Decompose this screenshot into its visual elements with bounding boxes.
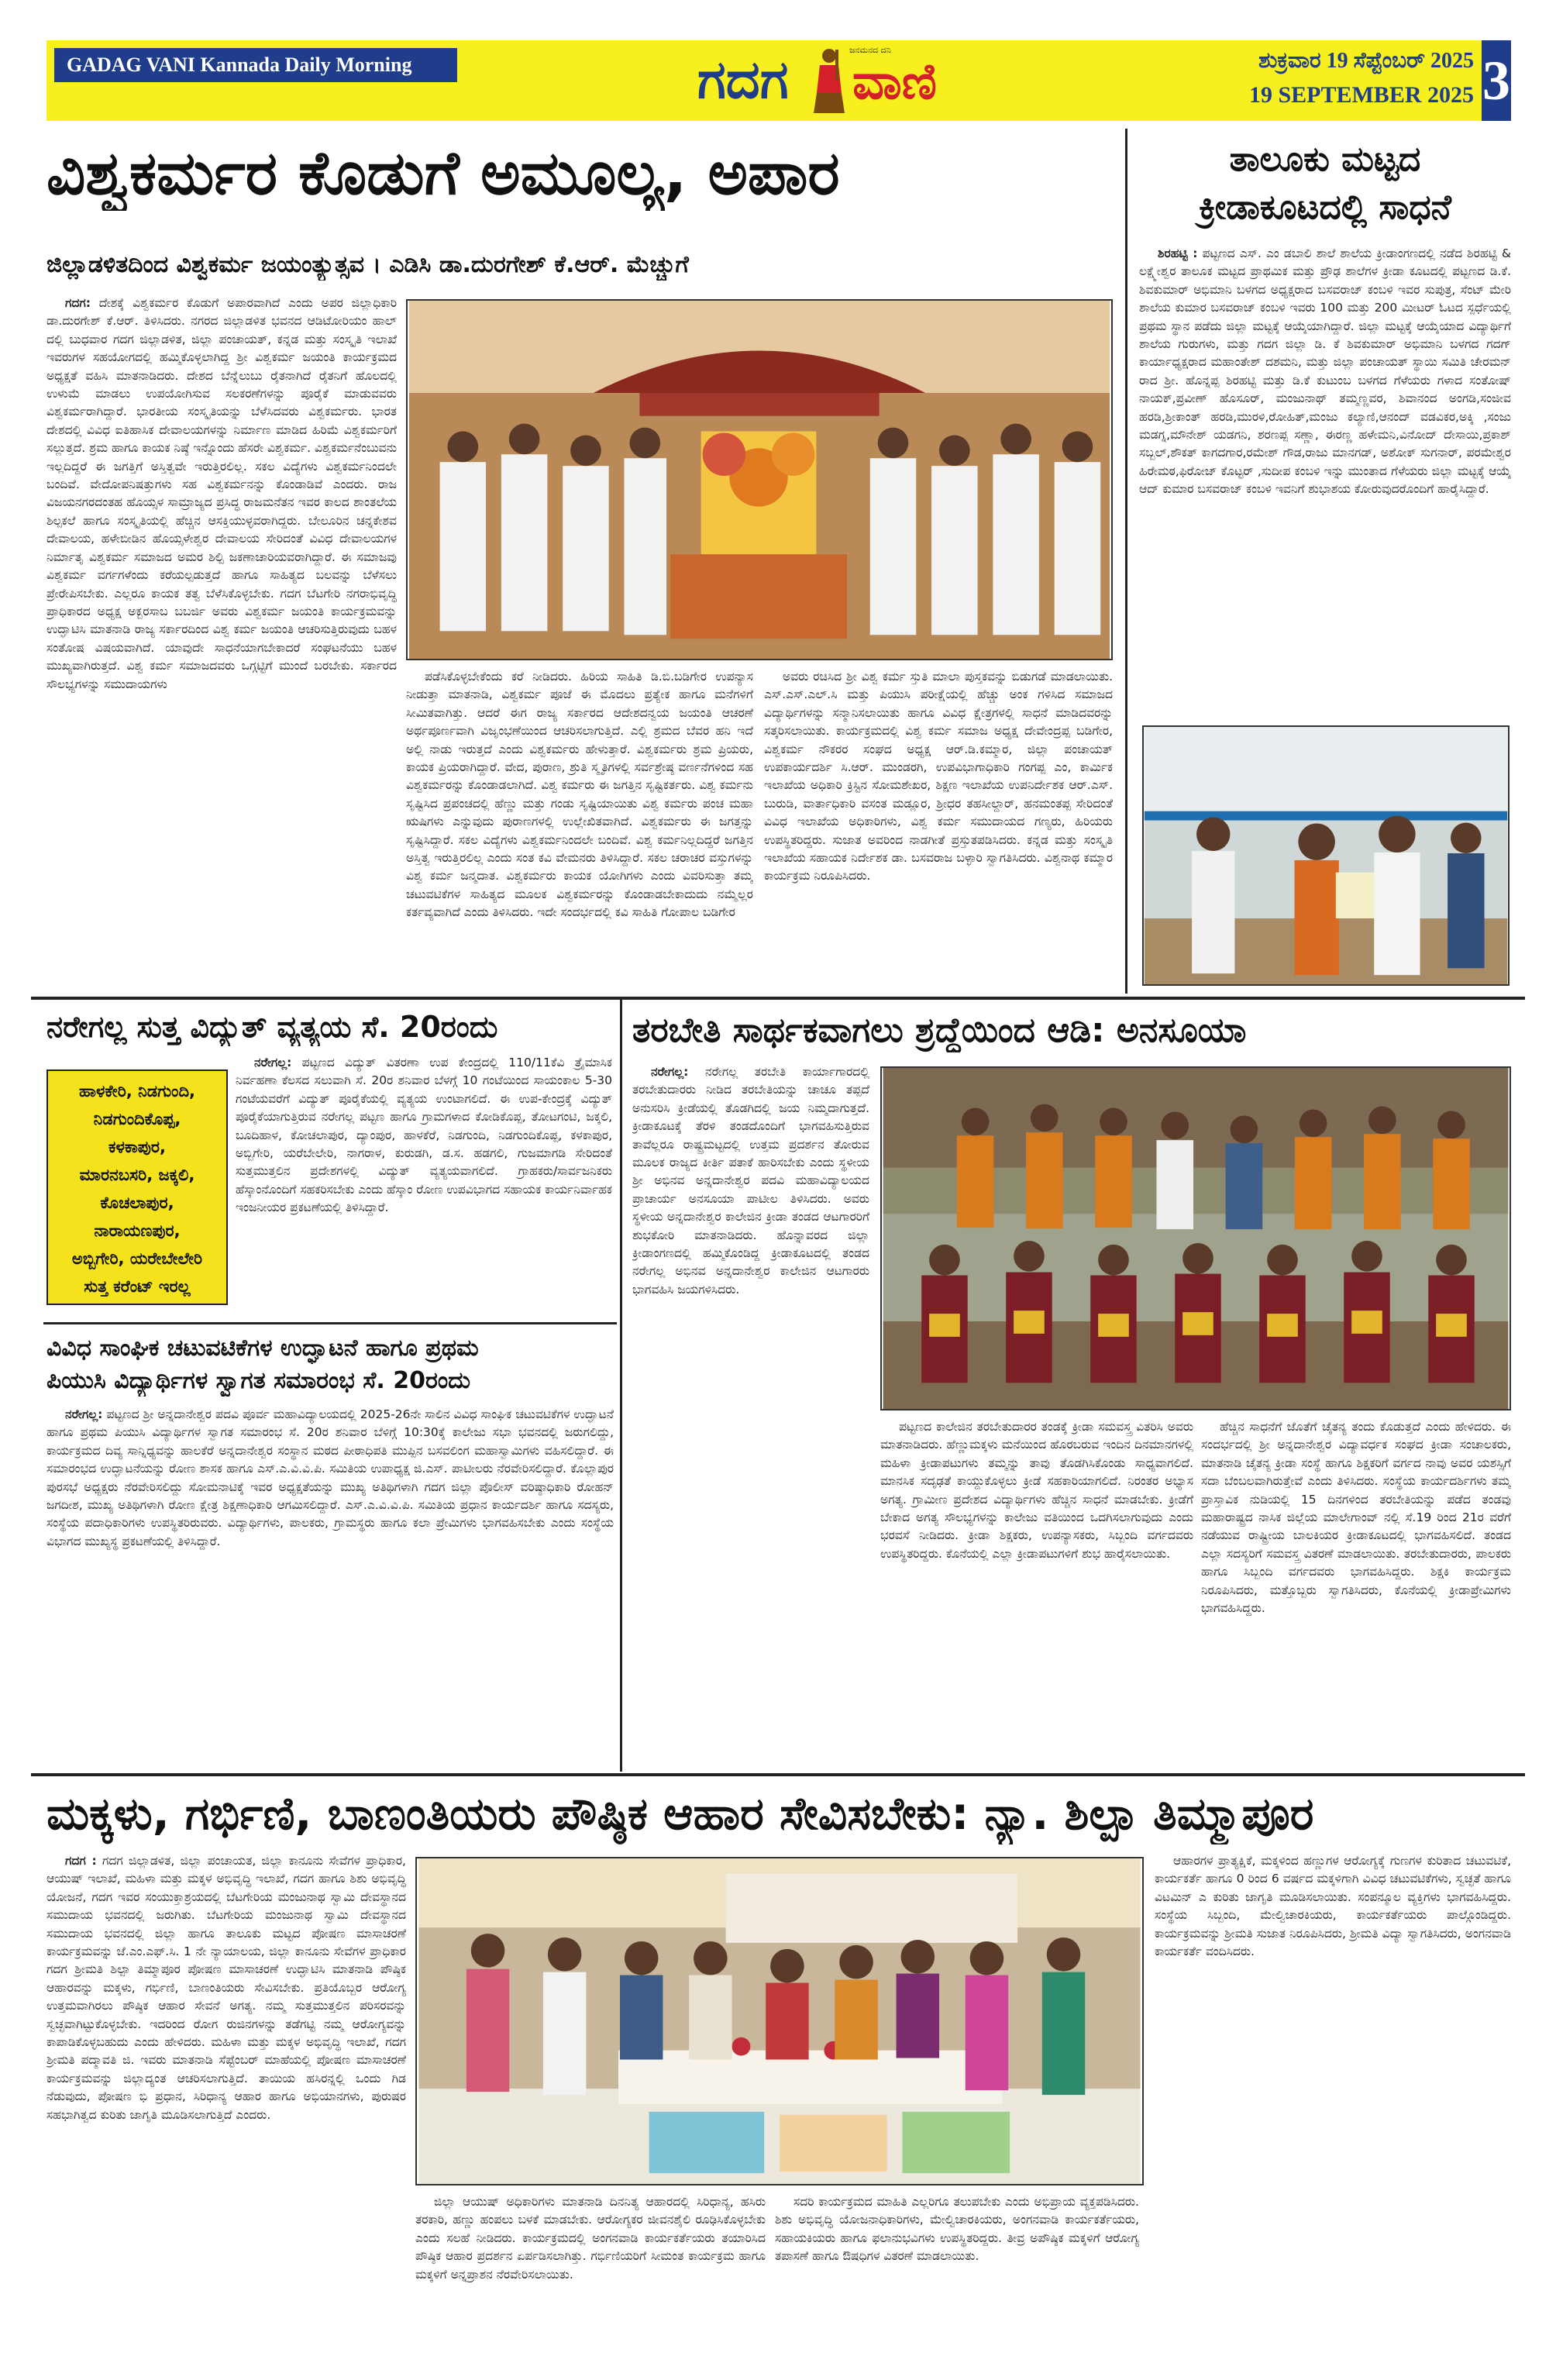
story4-column bbox=[46, 1406, 614, 1765]
story3-box-line: ಕಳಕಾಪುರ, bbox=[108, 1138, 166, 1156]
masthead-edition-label: GADAG VANI Kannada Daily Morning bbox=[54, 48, 457, 82]
story1-text-3: ಅವರು ರಚಿಸಿದ ಶ್ರೀ ವಿಶ್ವ ಕರ್ಮ ಸ್ತುತಿ ಮಾಲಾ ಪುಸ್ತಕವನ್ನು ಬಿಡುಗಡೆ ಮಾಡಲಾಯಿತು. ಎಸ್.ಎಸ್.ಎಲ್.ಸಿ ಮತ್ತು ಪಿಯುಸಿ ಪರೀಕ್ಷೆಯಲ್ಲಿ ಹೆಚ್ಚು ಅಂಕ ಗಳಿಸಿದ ಸಮಾಜದ ವಿದ್ಯಾರ್ಥಿಗಳನ್ನು ಸನ್ಮಾನಿಸಲಾಯಿತು ಹಾಗೂ ವಿವಿಧ ಕ್ಷೇತ್ರಗಳಲ್ಲಿ ಸಾಧನೆ ಮಾಡಿದವರನ್ನು ಸತ್ಕರಿಸಲಾಯಿತು. ಕಾರ್ಯಕ್ರಮದಲ್ಲಿ ವಿಶ್ವ ಕರ್ಮ ಸಮಾಜ ಅಧ್ಯಕ್ಷ ದೇವೇಂದ್ರಪ್ಪ ಬಡಿಗೇರ, ವಿಶ್ವಕರ್ಮ ನೌಕರರ ಸಂಘದ ಅಧ್ಯಕ್ಷ ಆರ್.ಡಿ.ಕಮ್ಮಾರ, ಜಿಲ್ಲಾ ಪಂಚಾಯತ್ ಉಪಕಾರ್ಯದರ್ಶಿ ಸಿ.ಆರ್. ಮುಂಡರಗಿ, ಉಪವಿಭಾಗಾಧಿಕಾರಿ ಗಂಗಪ್ಪ ಎಂ, ಕಾರ್ಮಿಕ ಇಲಾಖೆಯ ಅಧಿಕಾರಿ ಕ್ರಿಸ್ಟಿನ ಸೋಮಶೇಖರ, ಶಿಕ್ಷಣ ಇಲಾಖೆಯ ಉಪನಿರ್ದೇಶಕ ಆರ್.ಎಸ್. ಬುರುಡಿ, ವಾರ್ತಾಧಿಕಾರಿ ವಸಂತ ಮಡ್ಲೂರ, ಶ್ರೀಧರ ತಹಸೀಲ್ದಾರ್, ಹನಮಂತಪ್ಪ ಸೇರಿದಂತೆ ವಿವಿಧ ಇಲಾಖೆಯ ಅಧಿಕಾರಿಗಳು, ವಿಶ್ವ ಕರ್ಮ ಸಮುದಾಯದ ಗಣ್ಯರು, ಹಿರಿಯರು ಉಪಸ್ಥಿತರಿದ್ದರು. ಸುಜಾತ ಅವರಿಂದ ನಾಡಗೀತೆ ಪ್ರಸ್ತುತಪಡಿಸಿದರು. ಕನ್ನಡ ಮತ್ತು ಸಂಸ್ಕೃತಿ ಇಲಾಖೆಯ ಸಹಾಯಕ ನಿರ್ದೇಶಕ ಡಾ. ಬಸವರಾಜ ಬಳ್ಳಾರಿ ಸ್ವಾಗತಿಸಿದರು. ವಿಶ್ವನಾಥ ಕಮ್ಮಾರ ಕಾರ್ಯಕ್ರಮ ನಿರೂಪಿಸಿದರು. bbox=[764, 670, 1113, 883]
story1-subhead: ಜಿಲ್ಲಾಡಳಿತದಿಂದ ವಿಶ್ವಕರ್ಮ ಜಯಂತ್ಯುತ್ಸವ । ಎಡಿಸಿ ಡಾ.ದುರಗೇಶ್ ಕೆ.ಆರ್. ಮೆಚ್ಚುಗೆ bbox=[46, 251, 689, 278]
story1-headline: ವಿಶ್ವಕರ್ಮರ ಕೊಡುಗೆ ಅಮೂಲ್ಯ, ಅಪಾರ bbox=[46, 139, 840, 208]
story6-photo-graphic bbox=[417, 1858, 1142, 2184]
story3-box-line: ನಿಡಗುಂದಿಕೊಪ್ಪ, bbox=[93, 1110, 181, 1128]
story5-column-3 bbox=[1201, 1418, 1511, 1765]
story6-column-1 bbox=[46, 1852, 406, 2367]
story3-box-line: ನಾರಾಯಣಪುರ, bbox=[94, 1221, 181, 1240]
story5-photo-graphic bbox=[882, 1068, 1510, 1409]
story4-headline-line2: ಪಿಯುಸಿ ವಿದ್ಯಾರ್ಥಿಗಳ ಸ್ವಾಗತ ಸಮಾರಂಭ ಸೆ. 20ರಂದು bbox=[46, 1367, 471, 1394]
story5-text-2: ಪಟ್ಟಣದ ಕಾಲೇಜಿನ ತರಬೇತುದಾರರ ತಂಡಕ್ಕೆ ಕ್ರೀಡಾ ಸಮವಸ್ತ್ರ ವಿತರಿಸಿ ಅವರು ಮಾತನಾಡಿದರು. ಹೆಣ್ಣುಮಕ್ಕಳು ಮನೆಯಿಂದ ಹೊರಬರುವ ಇಂದಿನ ದಿನಮಾನಗಳಲ್ಲಿ ಮಹಿಳಾ ಕ್ರೀಡಾಪಟುಗಳು ತಮ್ಮನ್ನು ತಾವು ತೊಡಗಿಸಿಕೊಂಡು ಸಾಧ್ಯವಾಗಲಿದೆ. ಮಾನಸಿಕ ಸದೃಢತೆ ಕಾಯ್ದುಕೊಳ್ಳಲು ಕ್ರೀಡೆ ಸಹಕಾರಿಯಾಗಲಿದೆ. ನಿರಂತರ ಅಭ್ಯಾಸ ಅಗತ್ಯ. ಗ್ರಾಮೀಣ ಪ್ರದೇಶದ ವಿದ್ಯಾರ್ಥಿಗಳು ಹೆಚ್ಚಿನ ಸಾಧನೆ ಮಾಡಬೇಕು. ಕ್ರೀಡೆಗೆ ಬೇಕಾದ ಅಗತ್ಯ ಸೌಲಭ್ಯಗಳನ್ನು ಕಾಲೇಜು ವತಿಯಿಂದ ಒದಗಿಸಲಾಗುವುದು ಎಂದು ಭರವಸೆ ನೀಡಿದರು. ಕ್ರೀಡಾ ಶಿಕ್ಷಕರು, ಉಪನ್ಯಾಸಕರು, ಸಿಬ್ಬಂದಿ ವರ್ಗದವರು ಉಪಸ್ಥಿತರಿದ್ದರು. ಕೊನೆಯಲ್ಲಿ ಎಲ್ಲಾ ಕ್ರೀಡಾಪಟುಗಳಿಗೆ ಶುಭ ಹಾರೈಸಲಾಯಿತು. bbox=[880, 1420, 1193, 1561]
story3-dateline: ನರೇಗಲ್ಲ: bbox=[254, 1056, 292, 1069]
story5-column-2 bbox=[880, 1418, 1193, 1765]
story2-photo bbox=[1142, 725, 1510, 986]
story6-column-3 bbox=[775, 2193, 1139, 2367]
issue-date-kannada: ಶುಕ್ರವಾರ 19 ಸೆಪ್ಟೆಂಬರ್ 2025 bbox=[1258, 49, 1474, 73]
story3-box-line: ಅಬ್ಬಿಗೇರಿ, ಯರೇಬೇಲೇರಿ bbox=[71, 1249, 203, 1268]
story1-text-1: ದೇಶಕ್ಕೆ ವಿಶ್ವಕರ್ಮರ ಕೊಡುಗೆ ಅಪಾರವಾಗಿದೆ ಎಂದು ಅಪರ ಜಿಲ್ಲಾಧಿಕಾರಿ ಡಾ.ದುರಗೇಶ್ ಕೆ.ಆರ್. ತಿಳಿಸಿದರು. ನಗರದ ಜಿಲ್ಲಾಡಳಿತ ಭವನದ ಆಡಿಟೋರಿಯಂ ಹಾಲ್ ದಲ್ಲಿ ಬುಧವಾರ ಗದಗ ಜಿಲ್ಲಾಡಳಿತ, ಜಿಲ್ಲಾ ಪಂಚಾಯತ್, ಕನ್ನಡ ಮತ್ತು ಸಂಸ್ಕೃತಿ ಇಲಾಖೆ ಇವರುಗಳ ಸಹಯೋಗದಲ್ಲಿ ಹಮ್ಮಿಕೊಳ್ಳಲಾಗಿದ್ದ ಶ್ರೀ ವಿಶ್ವಕರ್ಮ ಜಯಂತಿ ಕಾರ್ಯಕ್ರಮದ ಅಧ್ಯಕ್ಷತೆ ವಹಿಸಿ ಮಾತನಾಡಿದರು. ದೇಶದ ಬೆನ್ನೆಲುಬು ರೈತನಾಗಿದೆ ರೈತನಿಗೆ ಹೊಲದಲ್ಲಿ ಉಳುಮೆ ಮಾಡಲು ಉಪಯೋಗಿಸುವ ಸಲಕರಣೆಗಳನ್ನು ಪೂರೈಕೆ ಮಾಡುವವರು ವಿಶ್ವಕರ್ಮರಾಗಿದ್ದಾರೆ. ಭಾರತೀಯ ಸಂಸ್ಕೃತಿಯನ್ನು ಬೆಳೆಸಿದವರು ವಿಶ್ವಕರ್ಮರು. ಭಾರತ ದೇಶದಲ್ಲಿ ವಿವಿಧ ಐತಿಹಾಸಿಕ ದೇವಾಲಯಗಳನ್ನು ನಿರ್ಮಾಣ ಮಾಡಿದ ಹಿರಿಮೆ ವಿಶ್ವಕರ್ಮರಿಗೆ ಸಲ್ಲುತ್ತದೆ. ಶ್ರಮ ಹಾಗೂ ಕಾಯಕ ನಿಷ್ಠೆ ಇನ್ನೊಂದು ಹೆಸರೇ ವಿಶ್ವಕರ್ಮ. ವಿಶ್ವಕರ್ಮನೆಂಬುವನು ಇಲ್ಲದಿದ್ದರೆ ಈ ಜಗತ್ತಿಗೆ ಅಸ್ತಿತ್ವವೇ ಇರುತ್ತಿರಲಿಲ್ಲ. ಸಕಲ ವಿದ್ಯೆಗಳು ವಿಶ್ವಕರ್ಮನಿಂದಲೇ ಬಂದಿವೆ. ವೇದೋಪನಿಷತ್ತುಗಳು ಸಹ ವಿಶ್ವಕರ್ಮನನ್ನು ಕೊಂಡಾಡಿವೆ ಎಂದರು. ರಾಜ ವಿಜಯನಗರದಂತಹ ಹೊಯ್ಸಳ ಸಾಮ್ರಾಜ್ಯದ ಪ್ರಸಿದ್ಧ ರಾಜಮನೆತನ ಇವರ ಕಾಲದ ಶಾಂತಲೆಯ ಶಿಲ್ಪಕಲೆ ಹಾಗೂ ಸಂಸ್ಕೃತಿಯಲ್ಲಿ ಹೆಚ್ಚಿನ ಆಸಕ್ತಿಯುಳ್ಳವರಾಗಿದ್ದರು. ಬೇಲೂರಿನ ಚನ್ನಕೇಶವ ದೇವಾಲಯ, ಹಳೇಬೀಡಿನ ಹೊಯ್ಸಳೇಶ್ವರ ದೇವಾಲಯ ಸೇರಿದಂತೆ ವಿವಿಧ ದೇವಾಲಯಗಳ ನಿರ್ಮಾತೃ ವಿಶ್ವಕರ್ಮ ಸಮಾಜದ ಅಮರ ಶಿಲ್ಪಿ ಜಕಣಾಚಾರಿಯವರಾಗಿದ್ದಾರೆ. ಈ ಸಮಾಜವು ವಿಶ್ವಕರ್ಮ ವರ್ಗಗಳೆಂದು ಕರೆಯಲ್ಪಡುತ್ತದೆ ಹಾಗೂ ಸಾಹಿತ್ಯದ ಬಲವನ್ನು ಬೆಳೆಸಲು ಪ್ರೇರೇಪಿಸಬೇಕು. ಎಲ್ಲರೂ ಕಾಯಕ ತತ್ವ ಬೆಳೆಸಿಕೊಳ್ಳಬೇಕು. ಗದಗ ಬೆಟಗೇರಿ ನಗರಾಭಿವೃದ್ಧಿ ಪ್ರಾಧಿಕಾರದ ಅಧ್ಯಕ್ಷ ಅಕ್ಬರಸಾಬ ಬಬರ್ಜಿ ಅವರು ವಿಶ್ವಕರ್ಮ ಜಯಂತಿ ಕಾರ್ಯಕ್ರಮವನ್ನು ಉದ್ಘಾಟಿಸಿ ಮಾತನಾಡಿ ರಾಜ್ಯ ಸರ್ಕಾರದಿಂದ ವಿಶ್ವ ಕರ್ಮ ಜಯಂತಿ ಆಚರಿಸುತ್ತಿರುವುದು ಬಹಳ ಸಂತೋಷ ವಿಷಯವಾಗಿದೆ. ಯಾವುದೇ ಸಾಧನೆಯಾಗಬೇಕಾದರೆ ಸಂಘಟನೆಯು ಬಹಳ ಮುಖ್ಯವಾಗಿರುತ್ತದೆ. ವಿಶ್ವ ಕರ್ಮ ಸಮಾಜದವರು ಒಗ್ಗಟ್ಟಿಗೆ ಮುಂದೆ ಬರಬೇಕು. ಸರ್ಕಾರದ ಸೌಲಭ್ಯಗಳನ್ನು ಸಮುದಾಯಗಳು bbox=[46, 296, 397, 691]
story3-box-line: ಮಾರನಬಸರಿ, ಜಕ್ಕಲಿ, bbox=[79, 1166, 195, 1184]
story5-text-3: ಹೆಚ್ಚಿನ ಸಾಧನೆಗೆ ಜೊತೆಗೆ ಚೈತನ್ಯ ತಂದು ಕೊಡುತ್ತದೆ ಎಂದು ಹೇಳಿದರು. ಈ ಸಂದರ್ಭದಲ್ಲಿ ಶ್ರೀ ಅನ್ನದಾನೇಶ್ವರ ವಿದ್ಯಾವರ್ಧಕ ಸಂಘದ ಕ್ರೀಡಾ ಸಂಚಾಲಕರು, ಮಾತನಾಡಿ ಚೈತನ್ಯ ಕ್ರೀಡಾ ಸಂಸ್ಥೆ ಹಾಗೂ ಶಿಕ್ಷಕರಿಗೆ ವರ್ಗದ ನಾವು ಅವರ ಯಶಸ್ಸಿಗೆ ಸದಾ ಬೆಂಬಲವಾಗಿರುತ್ತೇವೆ ಎಂದು ತಿಳಿಸಿದರು. ಸಂಸ್ಥೆಯ ಕಾರ್ಯದರ್ಶಿಗಳು ತಮ್ಮ ಪ್ರಾಸ್ತಾವಿಕ ನುಡಿಯಲ್ಲಿ 15 ದಿನಗಳಿಂದ ತರಬೇತಿಯನ್ನು ಪಡೆದ ತಂಡವು ಮಹಾರಾಷ್ಟ್ರದ ನಾಸಿಕ ಜಿಲ್ಲೆಯ ಮಾಲೇಗಾಂವ್ ನಲ್ಲಿ ಸೆ.19 ರಿಂದ 21ರ ವರೆಗೆ ನಡೆಯುವ ರಾಷ್ಟ್ರೀಯ ಬಾಲಕಿಯರ ಕ್ರೀಡಾಕೂಟದಲ್ಲಿ ಭಾಗವಹಿಸಲಿದೆ. ತಂಡದ ಎಲ್ಲಾ ಸದಸ್ಯರಿಗೆ ಸಮವಸ್ತ್ರ ವಿತರಣೆ ಮಾಡಲಾಯಿತು. ತರಬೇತುದಾರರು, ಪಾಲಕರು ಹಾಗೂ ಸಿಬ್ಬಂದಿ ವರ್ಗದವರು ಭಾಗವಹಿಸಿದ್ದರು. ಶಿಕ್ಷಕಿ ಕಾರ್ಯಕ್ರಮ ನಿರೂಪಿಸಿದರು, ಮತ್ತೊಬ್ಬರು ಸ್ವಾಗತಿಸಿದರು, ಕೊನೆಯಲ್ಲಿ ಕ್ರೀಡಾಪ್ರೇಮಿಗಳು ಭಾಗವಹಿಸಿದ್ದರು. bbox=[1201, 1420, 1511, 1616]
story2-column bbox=[1139, 245, 1511, 721]
story2-dateline: ಶಿರಹಟ್ಟಿ : bbox=[1158, 246, 1198, 260]
story6-column-2 bbox=[415, 2193, 766, 2367]
story6-text-3: ಸದರಿ ಕಾರ್ಯಕ್ರಮದ ಮಾಹಿತಿ ಎಲ್ಲರಿಗೂ ತಲುಪಬೇಕು ಎಂದು ಅಭಿಪ್ರಾಯ ವ್ಯಕ್ತಪಡಿಸಿದರು. ಶಿಶು ಅಭಿವೃದ್ಧಿ ಯೋಜನಾಧಿಕಾರಿಗಳು, ಮೇಲ್ವಿಚಾರಕಿಯರು, ಅಂಗನವಾಡಿ ಕಾರ್ಯಕರ್ತೆಯರು, ಸಹಾಯಕಿಯರು ಹಾಗೂ ಫಲಾನುಭವಿಗಳು ಉಪಸ್ಥಿತರಿದ್ದರು. ತೀವ್ರ ಅಪೌಷ್ಠಿಕ ಮಕ್ಕಳಿಗೆ ಆರೋಗ್ಯ ತಪಾಸಣೆ ಹಾಗೂ ಔಷಧಿಗಳ ವಿತರಣೆ ಮಾಡಲಾಯಿತು. bbox=[775, 2195, 1139, 2264]
story3-headline: ನರೇಗಲ್ಲ ಸುತ್ತ ವಿದ್ಯುತ್ ವ್ಯತ್ಯಯ ಸೆ. 20ರಂದು bbox=[46, 1010, 498, 1044]
story5-column-1 bbox=[632, 1063, 869, 1765]
story5-photo bbox=[880, 1066, 1511, 1410]
statue-icon bbox=[806, 45, 852, 115]
story1-text-2: ಪಡೆಸಿಕೊಳ್ಳಬೇಕೆಂದು ಕರೆ ನೀಡಿದರು. ಹಿರಿಯ ಸಾಹಿತಿ ಡಿ.ಬಿ.ಬಡಿಗೇರ ಉಪನ್ಯಾಸ ನೀಡುತ್ತಾ ಮಾತನಾಡಿ, ವಿಶ್ವಕರ್ಮ ಪೂಜೆ ಈ ಮೊದಲು ಪ್ರತ್ಯೇಕ ಹಾಗೂ ಮನೆಗಳಿಗೆ ಸೀಮಿತವಾಗಿತ್ತು. ಆದರೆ ಈಗ ರಾಜ್ಯ ಸರ್ಕಾರದ ಆದೇಶದನ್ವಯ ಜಯಂತಿ ಆಚರಣೆ ಅರ್ಥಪೂರ್ಣವಾಗಿ ವಿಜೃಂಭಣೆಯಿಂದ ಆಚರಿಸಲಾಗುತ್ತಿದೆ. ಎಲ್ಲಿ ಶ್ರಮದ ಬೆವರ ಹನಿ ಇದೆ ಅಲ್ಲಿ ನಾಡು ಇರುತ್ತದೆ ಎಂದು ವಿಶ್ವಕರ್ಮರು ಹೇಳುತ್ತಾರೆ. ವಿಶ್ವಕರ್ಮರು ಶ್ರಮ ಪ್ರಿಯರು, ಕಾಯಕ ಪ್ರಿಯರಾಗಿದ್ದಾರೆ. ವೇದ, ಪುರಾಣ, ಶ್ರುತಿ ಸ್ಮೃತಿಗಳಲ್ಲಿ ಸರ್ವಶ್ರೇಷ್ಠ ವರ್ಣನೆಗಳಿಂದ ಸಹ ವಿಶ್ವಕರ್ಮರನ್ನು ಕೊಂಡಾಡಲಾಗಿದೆ. ವಿಶ್ವ ಕರ್ಮರು ಈ ಜಗತ್ತಿನ ಸೃಷ್ಟಿಕರ್ತರು. ವಿಶ್ವ ಕರ್ಮನು ಸೃಷ್ಟಿಸಿದ ಪ್ರಪಂಚದಲ್ಲಿ ಹೆಣ್ಣು ಮತ್ತು ಗಂಡು ಸೃಷ್ಟಿಯಾಯಿತು ವಿಶ್ವ ಕರ್ಮರು ಪಂಚ ಮಹಾ ಋಷಿಗಳು ಎನ್ನುವುದು ಪುರಾಣಗಳಲ್ಲಿ ಉಲ್ಲೇಖಿತವಾಗಿದೆ. ವಿಶ್ವಕರ್ಮರು ಈ ಜಗತ್ತನ್ನು ಸೃಷ್ಟಿಸಿದ್ದಾರೆ. ಸಕಲ ವಿದ್ಯೆಗಳು ವಿಶ್ವಕರ್ಮನಿಂದಲೇ ಬಂದಿವೆ. ವಿಶ್ವ ಕರ್ಮನಿಲ್ಲದಿದ್ದರೆ ಜಗತ್ತಿನ ಅಸ್ತಿತ್ವ ಇರುತ್ತಿರಲಿಲ್ಲ ಎಂದು ಸಂತ ಕವಿ ವೇಮನರು ತಿಳಿಸಿದ್ದಾರೆ. ಸಕಲ ಚರಾಚರ ವಸ್ತುಗಳನ್ನು ವಿಶ್ವ ಕರ್ಮ ಜನ್ಮದಾತ. ವಿಶ್ವಕರ್ಮರು ಕಾಯಕ ಯೋಗಿಗಳು ಎಂದು ವಿವರಿಸುತ್ತಾ ತಮ್ಮ ಚಟುವಟಿಕೆಗಳ ಸಾಹಿತ್ಯದ ಮೂಲಕ ವಿಶ್ವಕರ್ಮರನ್ನು ಕೊಂಡಾಡಬೇಕಾದುದು ನಮ್ಮೆಲ್ಲರ ಕರ್ತವ್ಯವಾಗಿದೆ ಎಂದು ತಿಳಿಸಿದರು. ಇದೇ ಸಂದರ್ಭದಲ್ಲಿ ಕವಿ ಸಾಹಿತಿ ಗೋಪಾಲ ಬಡಿಗೇರ bbox=[406, 670, 753, 920]
story6-photo bbox=[415, 1857, 1144, 2185]
logo-text-vani: ವಾಣಿ bbox=[852, 53, 937, 111]
story6-text-2: ಜಿಲ್ಲಾ ಆಯುಷ್ ಅಧಿಕಾರಿಗಳು ಮಾತನಾಡಿ ದಿನನಿತ್ಯ ಆಹಾರದಲ್ಲಿ ಸಿರಿಧಾನ್ಯ, ಹಸಿರು ತರಕಾರಿ, ಹಣ್ಣು ಹಂಪಲು ಬಳಕೆ ಮಾಡಬೇಕು. ಆರೋಗ್ಯಕರ ಜೀವನಶೈಲಿ ರೂಢಿಸಿಕೊಳ್ಳಬೇಕು ಎಂದು ಸಲಹೆ ನೀಡಿದರು. ಕಾರ್ಯಕ್ರಮದಲ್ಲಿ ಅಂಗನವಾಡಿ ಕಾರ್ಯಕರ್ತೆಯರು ತಯಾರಿಸಿದ ಪೌಷ್ಠಿಕ ಆಹಾರ ಪ್ರದರ್ಶನ ಏರ್ಪಡಿಸಲಾಗಿತ್ತು. ಗರ್ಭಿಣಿಯರಿಗೆ ಸೀಮಂತ ಕಾರ್ಯಕ್ರಮ ಹಾಗೂ ಮಕ್ಕಳಿಗೆ ಅನ್ನಪ್ರಾಶನ ನೆರವೇರಿಸಲಾಯಿತು. bbox=[415, 2195, 766, 2282]
newspaper-logo bbox=[697, 43, 976, 118]
story1-dateline: ಗದಗ: bbox=[65, 296, 91, 310]
story6-dateline: ಗದಗ : bbox=[65, 1854, 97, 1868]
logo-text-gadag: ಗದಗ bbox=[697, 50, 789, 111]
divider-vertical-mid bbox=[620, 1000, 622, 1772]
story5-dateline: ನರೇಗಲ್ಲ: bbox=[651, 1065, 689, 1079]
story2-text: ಪಟ್ಟಣದ ಎಸ್. ಎಂ ಡಬಾಲಿ ಶಾಲೆ ಶಾಲೆಯ ಕ್ರೀಡಾಂಗಣದಲ್ಲಿ ನಡೆದ ಶಿರಹಟ್ಟಿ & ಲಕ್ಷ್ಮೇಶ್ವರ ತಾಲೂಕ ಮಟ್ಟದ ಪ್ರಾಥಮಿಕ ಮತ್ತು ಪ್ರೌಢ ಶಾಲೆಗಳ ಕ್ರೀಡಾ ಕೂಟದಲ್ಲಿ ಪಟ್ಟಣದ ಡಿ.ಕೆ. ಶಿವಕುಮಾರ್ ಅಭಿಮಾನಿ ಬಳಗದ ಅಧ್ಯಕ್ಷರಾದ ಬಸವರಾಜ್ ಕಂಬಳಿ ಇವರ ಸುಪುತ್ರ, ಸೆಂಟ್ ಮೇರಿ ಶಾಲೆಯ ಕುಮಾರ ಬಸವರಾಜ್ ಕಂಬಳಿ ಇವರು 100 ಮತ್ತು 200 ಮೀಟರ್ ಓಟದ ಸ್ಪರ್ಧೆಯಲ್ಲಿ ಪ್ರಥಮ ಸ್ಥಾನ ಪಡೆದು ಜಿಲ್ಲಾ ಮಟ್ಟಕ್ಕೆ ಆಯ್ಕೆಯಾಗಿದ್ದಾರೆ. ಜಿಲ್ಲಾ ಮಟ್ಟಕ್ಕೆ ಆಯ್ಕೆಯಾದ ವಿದ್ಯಾರ್ಥಿಗೆ ಶಾಲೆಯ ಗುರುಗಳು, ಮತ್ತು ಗದಗ ಜಿಲ್ಲಾ ಡಿ. ಕೆ ಶಿವಕುಮಾರ್ ಅಭಿಮಾನಿ ಬಳಗದ ಗದಗ್ ಕಾರ್ಯಾಧ್ಯಕ್ಷರಾದ ಮಹಾಂತೇಶ್ ದಶಮನಿ, ಮತ್ತು ಜಿಲ್ಲಾ ಪಂಚಾಯತ್ ಸ್ಥಾಯಿ ಸಮಿತಿ ಚೇರಮನ್ ರಾದ ಶ್ರೀ. ಹೊನ್ನಪ್ಪ ಶಿರಹಟ್ಟಿ ಮತ್ತು ಡಿ.ಕೆ ಕುಟುಂಬ ಬಳಗದ ಗೆಳೆಯರು ಗಳಾದ ಸಂತೋಷ್ ನಾಯಕ್,ಪ್ರವೀಣ್ ಹೊಸೂರ್, ಮಂಜುನಾಥ್ ತಮ್ಮಣ್ಣವರ, ಶಿವಾನಂದ ಅಂಗಡಿ,ಸಂಜೀವ ಹರಡಿ,ಶ್ರೀಕಾಂತ್ ಹರಡಿ,ಮುರಳಿ,ರೋಹಿತ್,ಮಂಜು ಕಲ್ಯಾಣಿ,ಆನಂದ್ ವಡವಿಕರ,ಅಕ್ಕಿ ,ಸಂಜು ಮಡಗ್ನ,ಮೌನೇಶ್ ಯಡಗನಿ, ಶರಣಪ್ಪ ಸಣ್ಣಾ, ಈರಣ್ಣ ಹಳೇಮನಿ,ವಿನೋದ್ ದೇಸಾಯಿ,ಪ್ರಕಾಶ್ ಸಬ್ಬಲ್,ಶೌಕತ್ ಕಾಗದಗಾರ,ರಮೇಶ್ ಗೌಡ,ರಾಜು ಮಾನಗಡ್, ಅಶೋಕ್ ಸುಗನಾರ್, ಪರಮೇಶ್ವರ ಹಿರೇಮಠ,ಫಿರೋಜ್ ಕೊಟ್ಟರ್ ,ಸುದೀಪ ಕಂಬಳಿ ಇನ್ನು ಮುಂತಾದ ಗೆಳೆಯರು ಜಿಲ್ಲಾ ಮಟ್ಟಕ್ಕೆ ಆಯ್ಕೆ ಆದ್ ಕುಮಾರ ಬಸವರಾಜ್ ಕಂಬಳಿ ಇವನಿಗೆ ಶುಭಾಶಯ ಕೋರುವುದರೊಂದಿಗೆ ಹಾರೈಸಿದ್ದಾರೆ. bbox=[1139, 246, 1511, 497]
story1-column-3 bbox=[764, 668, 1113, 984]
story2-headline-line2: ಕ್ರೀಡಾಕೂಟದಲ್ಲಿ ಸಾಧನೆ bbox=[1199, 188, 1451, 227]
story6-column-4 bbox=[1155, 1852, 1511, 2367]
story6-text-1: ಗದಗ ಜಿಲ್ಲಾಡಳಿತ, ಜಿಲ್ಲಾ ಪಂಚಾಯತ, ಜಿಲ್ಲಾ ಕಾನೂನು ಸೇವೆಗಳ ಪ್ರಾಧಿಕಾರ, ಆಯುಷ್ ಇಲಾಖೆ, ಮಹಿಳಾ ಮತ್ತು ಮಕ್ಕಳ ಅಭಿವೃದ್ಧಿ ಇಲಾಖೆ, ಗದಗ ಹಾಗೂ ಶಿಶು ಅಭಿವೃದ್ಧಿ ಯೋಜನೆ, ಗದಗ ಇವರ ಸಂಯುಕ್ತಾಶ್ರಯದಲ್ಲಿ ಬೆಟಗೇರಿಯ ಮಂಜುನಾಥ ಸ್ವಾಮಿ ದೇವಸ್ಥಾನದ ಸಮುದಾಯ ಭವನದಲ್ಲಿ ಜರುಗಿತು. ಬೆಟಗೇರಿಯ ಮಂಜುನಾಥ ಸ್ವಾಮಿ ದೇವಸ್ಥಾನದ ಸಮುದಾಯ ಭವನದಲ್ಲಿ ಜಿಲ್ಲಾ ಹಾಗೂ ತಾಲೂಕು ಮಟ್ಟದ ಪೋಷಣ ಮಾಸಾಚರಣೆ ಕಾರ್ಯಕ್ರಮವನ್ನು ಜೆ.ಎಂ.ಎಫ್.ಸಿ. 1 ನೇ ನ್ಯಾಯಾಲಯ, ಜಿಲ್ಲಾ ಕಾನೂನು ಸೇವೆಗಳ ಪ್ರಾಧಿಕಾರ ಗದಗ ಶ್ರೀಮತಿ ಶಿಲ್ಪಾ ತಿಮ್ಮಾಪೂರ ಪೋಷಣ ಮಾಸಾಚರಣೆ ಉದ್ಘಾಟಿಸಿ ಮಾತನಾಡಿ ಪೌಷ್ಠಿಕ ಆಹಾರವನ್ನು ಮಕ್ಕಳು, ಗರ್ಭಿಣಿ, ಬಾಣಂತಿಯರು ಸೇವಿಸಬೇಕು. ಪ್ರತಿಯೊಬ್ಬರ ಆರೋಗ್ಯ ಉತ್ತಮವಾಗಿರಲು ಪೌಷ್ಠಿಕ ಆಹಾರ ಸೇವನೆ ಅಗತ್ಯ. ನಮ್ಮ ಸುತ್ತಮುತ್ತಲಿನ ಪರಿಸರವನ್ನು ಸ್ವಚ್ಛವಾಗಿಟ್ಟುಕೊಳ್ಳಬೇಕು. ಇದರಿಂದ ರೋಗ ರುಜಿನಗಳನ್ನು ತಡೆಗಟ್ಟಿ ನಮ್ಮ ಆರೋಗ್ಯವನ್ನು ಕಾಪಾಡಿಕೊಳ್ಳಬಹುದು ಎಂದು ಹೇಳಿದರು. ಮಹಿಳಾ ಮತ್ತು ಮಕ್ಕಳ ಅಭಿವೃದ್ಧಿ ಇಲಾಖೆ, ಗದಗ ಶ್ರೀಮತಿ ಪದ್ಮಾವತಿ ಜಿ. ಇವರು ಮಾತನಾಡಿ ಸೆಪ್ಟೆಂಬರ್ ಮಾಹೆಯಲ್ಲಿ ಪೋಷಣ ಮಾಸಾಚರಣೆ ಕಾರ್ಯಕ್ರಮವನ್ನು ಜಿಲ್ಲಾದ್ಯಂತ ಆಚರಿಸಲಾಗುತ್ತಿದೆ. ತಾಯಿಯ ಹಸಿರನ್ನಲ್ಲಿ ಒಂದು ಗಿಡ ನೆಡುವುದು, ಪೋಷಣ ಭಿ ಪ್ರಧಾನ, ಸಿರಿಧಾನ್ಯ ಆಹಾರ ಹಾಗೂ ಅಭಿಯಾನಗಳು, ಪುರುಷರ ಸಹಭಾಗಿತ್ವದ ಕುರಿತು ಜಾಗೃತಿ ಮೂಡಿಸಲಾಗುತ್ತಿದೆ ಎಂದರು. bbox=[46, 1854, 406, 2122]
story3-box-line: ಕೊಚಲಾಪುರ, bbox=[100, 1193, 174, 1212]
issue-date-english: 19 SEPTEMBER 2025 bbox=[1248, 82, 1474, 108]
divider-horizontal-2 bbox=[31, 1773, 1525, 1776]
logo-tagline: ಜನಮನದ ದನಿ bbox=[849, 45, 891, 55]
divider-horizontal-left bbox=[43, 1322, 617, 1324]
story5-text-1: ನರೇಗಲ್ಲ ತರಬೇತಿ ಕಾರ್ಯಾಗಾರದಲ್ಲಿ ತರಬೇತುದಾರರು ನೀಡಿದ ತರಬೇತಿಯನ್ನು ಚಾಚೂ ತಪ್ಪದೆ ಅನುಸರಿಸಿ ಕ್ರೀಡೆಯಲ್ಲಿ ತೊಡಗಿದಲ್ಲಿ ಜಯ ನಿಮ್ಮದಾಗುತ್ತದೆ. ಕ್ರೀಡಾಕೂಟಕ್ಕೆ ತೆರಳಿ ತಂಡದೊಂದಿಗೆ ಭಾಗವಹಿಸುತ್ತಿರುವ ತಾವೆಲ್ಲರೂ ರಾಷ್ಟ್ರಮಟ್ಟದಲ್ಲಿ ಉತ್ತಮ ಪ್ರದರ್ಶನ ತೋರುವ ಮೂಲಕ ರಾಜ್ಯದ ಕೀರ್ತಿ ಪತಾಕೆ ಹಾರಿಸಬೇಕು ಎಂದು ಸ್ಥಳೀಯ ಶ್ರೀ ಅಭಿನವ ಅನ್ನದಾನೇಶ್ವರ ಪದವಿ ಮಹಾವಿದ್ಯಾಲಯದ ಪ್ರಾಚಾರ್ಯ ಅನಸೂಯಾ ಪಾಟೀಲ ತಿಳಿಸಿದರು. ಅವರು ಸ್ಥಳೀಯ ಅನ್ನದಾನೇಶ್ವರ ಕಾಲೇಜಿನ ಕ್ರೀಡಾ ತಂಡದ ಆಟಗಾರರಿಗೆ ಶುಭಕೋರಿ ಮಾತನಾಡಿದರು. ಹೊನ್ನಾವರದ ಜಿಲ್ಲಾ ಕ್ರೀಡಾಂಗಣದಲ್ಲಿ ಹಮ್ಮಿಕೊಂಡಿದ್ದ ಕ್ರೀಡಾಕೂಟದಲ್ಲಿ ತಂಡದ ನರೇಗಲ್ಲ ಅಭಿನವ ಅನ್ನದಾನೇಶ್ವರ ಕಾಲೇಜಿನ ಆಟಗಾರರು ಭಾಗವಹಿಸಿ ಜಯಗಳಿಸಿದರು. bbox=[632, 1065, 869, 1297]
story1-photo-graphic bbox=[408, 301, 1111, 659]
story4-text: ಪಟ್ಟಣದ ಶ್ರೀ ಅನ್ನದಾನೇಶ್ವರ ಪದವಿ ಪೂರ್ವ ಮಹಾವಿದ್ಯಾಲಯದಲ್ಲಿ 2025-26ನೇ ಸಾಲಿನ ವಿವಿಧ ಸಾಂಘಿಕ ಚಟುವಟಿಕೆಗಳ ಉದ್ಘಾಟನೆ ಹಾಗೂ ಪ್ರಥಮ ಪಿಯುಸಿ ವಿದ್ಯಾರ್ಥಿಗಳ ಸ್ವಾಗತ ಸಮಾರಂಭ ಸೆ. 20ರ ಶನಿವಾರ ಬೆಳಿಗ್ಗೆ 10:30ಕ್ಕೆ ಕಾಲೇಜು ಸಭಾ ಭವನದಲ್ಲಿ ಜರುಗಲಿದ್ದು, ಕಾರ್ಯಕ್ರಮದ ದಿವ್ಯ ಸಾನ್ನಿಧ್ಯವನ್ನು ಹಾಲಕೆರೆ ಅನ್ನದಾನೇಶ್ವರ ಸಂಸ್ಥಾನ ಮಠದ ಪೀಠಾಧಿಪತಿ ಮುಪ್ಪಿನ ಬಸವಲಿಂಗ ಮಹಾಸ್ವಾಮಿಗಳು ವಹಿಸಲಿದ್ದಾರೆ. ಈ ಸಮಾರಂಭದ ಉದ್ಘಾಟನೆಯನ್ನು ರೋಣ ಶಾಸಕ ಹಾಗೂ ಎಸ್.ಎ.ವಿ.ವಿ.ಪಿ. ಸಮಿತಿಯ ಉಪಾಧ್ಯಕ್ಷ ಜಿ.ಎಸ್. ಪಾಟೀಲರು ನೆರವೇರಿಸಲಿದ್ದಾರೆ. ಕೊಲ್ಲಾಪುರ ಪುರಸಭೆ ಅಧ್ಯಕ್ಷರು ನೆರವೇರಿಸಲಿದ್ದು ಸೋಮನಾಟಿಕ್ಕೆ ಇವರ ಅಧ್ಯಕ್ಷತೆಯನ್ನು ಮುಖ್ಯ ಅತಿಥಿಗಳಾಗಿ ಗದಗ ಜಿಲ್ಲಾ ಪೊಲೀಸ್ ವರಿಷ್ಠಾಧಿಕಾರಿ ರೋಹನ್ ಜಗದೀಶ, ಮುಖ್ಯ ಅತಿಥಿಗಳಾಗಿ ರೋಣ ಕ್ಷೇತ್ರ ಶಿಕ್ಷಣಾಧಿಕಾರಿ ಆಗಮಿಸಲಿದ್ದಾರೆ. ಎಸ್.ಎ.ವಿ.ವಿ.ಪಿ. ಸಮಿತಿಯ ಪ್ರಧಾನ ಕಾರ್ಯದರ್ಶಿ ಹಾಗೂ ಸದಸ್ಯರು, ಸಂಸ್ಥೆಯ ಪದಾಧಿಕಾರಿಗಳು ಉಪಸ್ಥಿತರಿರುವರು. ವಿದ್ಯಾರ್ಥಿಗಳು, ಪಾಲಕರು, ಗ್ರಾಮಸ್ಥರು ಹಾಗೂ ಕಲಾ ಪ್ರೇಮಿಗಳು ಭಾಗವಹಿಸಬೇಕು ಎಂದು ಸಂಸ್ಥೆಯ ವಿಭಾಗದ ಮುಖ್ಯಸ್ಥ ಪ್ರಕಟಣೆಯಲ್ಲಿ ತಿಳಿಸಿದ್ದಾರೆ. bbox=[46, 1407, 614, 1548]
masthead bbox=[46, 40, 1511, 121]
story3-box-line: ಹಾಳಕೇರಿ, ನಿಡಗುಂದಿ, bbox=[78, 1082, 196, 1100]
story2-headline-line1: ತಾಲೂಕು ಮಟ್ಟದ bbox=[1229, 139, 1421, 179]
page-number: 3 bbox=[1482, 40, 1511, 121]
story3-column bbox=[236, 1054, 612, 1314]
story6-text-4: ಆಹಾರಗಳ ಪ್ರಾತ್ಯಕ್ಷಿಕೆ, ಮಕ್ಕಳಿಂದ ಹಣ್ಣುಗಳ ಆರೋಗ್ಯಕ್ಕೆ ಗುಣಗಳ ಕುರಿತಾದ ಚಟುವಟಿಕೆ, ಕಾರ್ಯಕರ್ತೆ ಹಾಗೂ 0 ರಿಂದ 6 ವರ್ಷದ ಮಕ್ಕಳಿಗಾಗಿ ವಿವಿಧ ಚಟುವಟಿಕೆಗಳು, ಸ್ವಚ್ಛತೆ ಹಾಗೂ ವಿಟಮಿನ್ ಎ ಕುರಿತು ಜಾಗೃತಿ ಮೂಡಿಸಲಾಯಿತು. ಸಂಪನ್ಮೂಲ ವ್ಯಕ್ತಿಗಳು ಭಾಗವಹಿಸಿದ್ದರು. ಸಂಸ್ಥೆಯ ಸಿಬ್ಬಂದಿ, ಮೇಲ್ವಿಚಾರಕಿಯರು, ಕಾರ್ಯಕರ್ತೆಯರು ಪಾಲ್ಗೊಂಡಿದ್ದರು. ಕಾರ್ಯಕ್ರಮವನ್ನು ಶ್ರೀಮತಿ ಸುಜಾತ ನಿರೂಪಿಸಿದರು, ಶ್ರೀಮತಿ ವಿದ್ಯಾ ಸ್ವಾಗತಿಸಿದರು, ಅಂಗನವಾಡಿ ಕಾರ್ಯಕರ್ತೆ ವಂದಿಸಿದರು. bbox=[1155, 1854, 1511, 1959]
divider-horizontal-1 bbox=[31, 997, 1525, 1000]
story3-highlight-box bbox=[46, 1069, 228, 1305]
story5-headline: ತರಬೇತಿ ಸಾರ್ಥಕವಾಗಲು ಶ್ರದ್ಧೆಯಿಂದ ಆಡಿ: ಅನಸೂಯಾ bbox=[632, 1011, 1247, 1050]
story4-headline-line1: ವಿವಿಧ ಸಾಂಘಿಕ ಚಟುವಟಿಕೆಗಳ ಉದ್ಘಾಟನೆ ಹಾಗೂ ಪ್ರಥಮ bbox=[46, 1335, 479, 1362]
story1-column-1 bbox=[46, 294, 397, 984]
story3-text: ಪಟ್ಟಣದ ವಿದ್ಯುತ್ ವಿತರಣಾ ಉಪ ಕೇಂದ್ರದಲ್ಲಿ 110/11ಕೆವಿ ತ್ರೈಮಾಸಿಕ ನಿರ್ವಹಣಾ ಕೆಲಸದ ಸಲುವಾಗಿ ಸೆ. 20ರ ಶನಿವಾರ ಬೆಳಗ್ಗೆ 10 ಗಂಟೆಯಿಂದ ಸಾಯಂಕಾಲ 5-30 ಗಂಟೆಯವರೆಗೆ ವಿದ್ಯುತ್ ಪೂರೈಕೆಯಲ್ಲಿ ವ್ಯತ್ಯಯ ಉಂಟಾಗಲಿದೆ. ಈ ಉಪ-ಕೇಂದ್ರಕ್ಕೆ ವಿದ್ಯುತ್ ಪೂರೈಕೆಯಾಗುತ್ತಿರುವ ನರೇಗಲ್ಲ ಪಟ್ಟಣ ಹಾಗೂ ಗ್ರಾಮಗಳಾದ ಕೋಡಿಕೊಪ್ಪ, ತೋಟಗಂಟಿ, ಜಕ್ಕಲಿ, ಬೂದಿಹಾಳ, ಕೋಚಲಾಪುರ, ದ್ಯಾಂಪುರ, ಹಾಳಕೆರೆ, ನಿಡಗುಂದಿ, ನಿಡಗುಂದಿಕೊಪ್ಪ, ಕಳಕಾಪುರ, ಅಬ್ಬಿಗೇರಿ, ಯರೆಬೇಲೇರಿ, ನಾಗರಾಳ, ಕುರುಡಗಿ, ಡ.ಸ. ಹಡಗಲಿ, ಗುಜಮಾಗಡಿ ಸೇರಿದಂತೆ ಸುತ್ತಮುತ್ತಲಿನ ಪ್ರದೇಶಗಳಲ್ಲಿ ವಿದ್ಯುತ್ ವ್ಯತ್ಯಯವಾಗಲಿದೆ. ಗ್ರಾಹಕರು/ಸಾರ್ವಜನಿಕರು ಹೆಸ್ಕಾಂನೊಂದಿಗೆ ಸಹಕರಿಸಬೇಕು ಎಂದು ಹೆಸ್ಕಾಂ ರೋಣ ಉಪವಿಭಾಗದ ಸಹಾಯಕ ಕಾರ್ಯನಿರ್ವಾಹಕ ಇಂಜನೀಯರ ಪ್ರಕಟಣೆಯಲ್ಲಿ ತಿಳಿಸಿದ್ದಾರೆ. bbox=[236, 1056, 612, 1215]
story6-headline: ಮಕ್ಕಳು, ಗರ್ಭಿಣಿ, ಬಾಣಂತಿಯರು ಪೌಷ್ಠಿಕ ಆಹಾರ ಸೇವಿಸಬೇಕು: ನ್ಯಾ. ಶಿಲ್ಪಾ ತಿಮ್ಮಾಪೂರ bbox=[46, 1787, 1314, 1840]
issue-date bbox=[1172, 45, 1474, 113]
divider-vertical-top bbox=[1125, 129, 1127, 994]
story3-box-line: ಸುತ್ತ ಕರೆಂಟ್ ಇರಲ್ಲ bbox=[84, 1277, 191, 1296]
story4-dateline: ನರೇಗಲ್ಲ: bbox=[65, 1407, 103, 1421]
story1-column-2 bbox=[406, 668, 753, 984]
story2-photo-graphic bbox=[1144, 727, 1508, 984]
story1-photo bbox=[406, 299, 1113, 660]
